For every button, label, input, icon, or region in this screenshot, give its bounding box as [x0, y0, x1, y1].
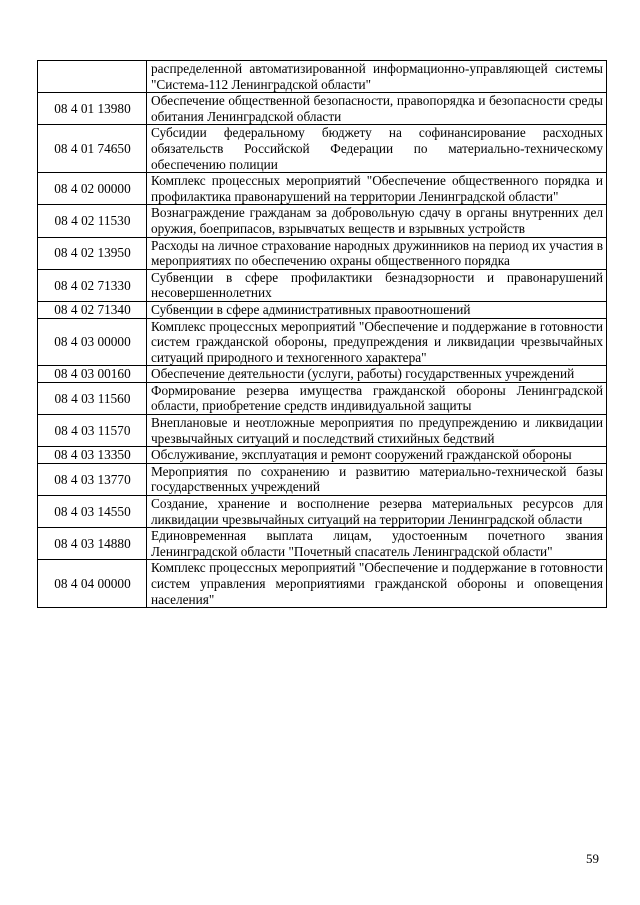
table-row — [38, 560, 607, 608]
table-row — [38, 93, 607, 125]
table-row — [38, 301, 607, 318]
row-description: Создание, хранение и восполнение резерва материальных ресурсов для ликвидации чрезвычайных ситуаций на территории Ленинградской области — [147, 496, 607, 528]
row-code: 08 4 01 13980 — [38, 93, 147, 125]
table-row — [38, 463, 607, 495]
row-code — [38, 61, 147, 93]
page-number: 59 — [586, 851, 599, 866]
row-description: Вознаграждение гражданам за добровольную сдачу в органы внутренних дел оружия, боеприпасов, взрывчатых веществ и взрывных устройств — [147, 205, 607, 237]
row-code: 08 4 02 11530 — [38, 205, 147, 237]
row-description: Субвенции в сфере административных правоотношений — [147, 301, 607, 318]
table-row — [38, 496, 607, 528]
row-code: 08 4 01 74650 — [38, 125, 147, 173]
row-code: 08 4 03 13350 — [38, 447, 147, 464]
row-description: Субвенции в сфере профилактики безнадзорности и правонарушений несовершеннолетних — [147, 269, 607, 301]
table-row — [38, 269, 607, 301]
row-description: Субсидии федеральному бюджету на софинансирование расходных обязательств Российской Федерации по материально-техническому обеспечению полиции — [147, 125, 607, 173]
row-description: Расходы на личное страхование народных дружинников на период их участия в мероприятиях по обеспечению охраны общественного порядка — [147, 237, 607, 269]
row-description: Обслуживание, эксплуатация и ремонт сооружений гражданской обороны — [147, 447, 607, 464]
row-code: 08 4 04 00000 — [38, 560, 147, 608]
row-description: Мероприятия по сохранению и развитию материально-технической базы государственных учреждений — [147, 463, 607, 495]
row-code: 08 4 03 13770 — [38, 463, 147, 495]
row-code: 08 4 03 00000 — [38, 318, 147, 366]
table-body — [38, 61, 607, 608]
row-description: Комплекс процессных мероприятий "Обеспечение общественного порядка и профилактика правонарушений на территории Ленинградской области" — [147, 173, 607, 205]
row-description: Комплекс процессных мероприятий "Обеспечение и поддержание в готовности систем гражданской обороны, предупреждения и ликвидации чрезвычайных ситуаций природного и техногенного характера" — [147, 318, 607, 366]
table-row — [38, 382, 607, 414]
table-row — [38, 173, 607, 205]
table-row — [38, 125, 607, 173]
row-code: 08 4 03 00160 — [38, 366, 147, 383]
row-description: Обеспечение деятельности (услуги, работы) государственных учреждений — [147, 366, 607, 383]
table-row — [38, 366, 607, 383]
table-row — [38, 528, 607, 560]
table-row — [38, 415, 607, 447]
row-code: 08 4 02 71330 — [38, 269, 147, 301]
table-row — [38, 318, 607, 366]
row-code: 08 4 03 11560 — [38, 382, 147, 414]
row-description: Единовременная выплата лицам, удостоенным почетного звания Ленинградской области "Почетный спасатель Ленинградской области" — [147, 528, 607, 560]
table-row — [38, 205, 607, 237]
row-description: распределенной автоматизированной информационно-управляющей системы "Система-112 Ленинградской области" — [147, 61, 607, 93]
row-code: 08 4 03 11570 — [38, 415, 147, 447]
row-code: 08 4 03 14550 — [38, 496, 147, 528]
row-code: 08 4 02 00000 — [38, 173, 147, 205]
row-code: 08 4 03 14880 — [38, 528, 147, 560]
budget-classification-table — [37, 60, 607, 608]
row-description: Формирование резерва имущества гражданской обороны Ленинградской области, приобретение средств индивидуальной защиты — [147, 382, 607, 414]
row-description: Обеспечение общественной безопасности, правопорядка и безопасности среды обитания Ленинградской области — [147, 93, 607, 125]
row-description: Комплекс процессных мероприятий "Обеспечение и поддержание в готовности систем управления мероприятиями гражданской обороны и оповещения населения" — [147, 560, 607, 608]
table-row — [38, 237, 607, 269]
row-description: Внеплановые и неотложные мероприятия по предупреждению и ликвидации чрезвычайных ситуаций и последствий стихийных бедствий — [147, 415, 607, 447]
row-code: 08 4 02 71340 — [38, 301, 147, 318]
table-row — [38, 447, 607, 464]
table-row — [38, 61, 607, 93]
row-code: 08 4 02 13950 — [38, 237, 147, 269]
